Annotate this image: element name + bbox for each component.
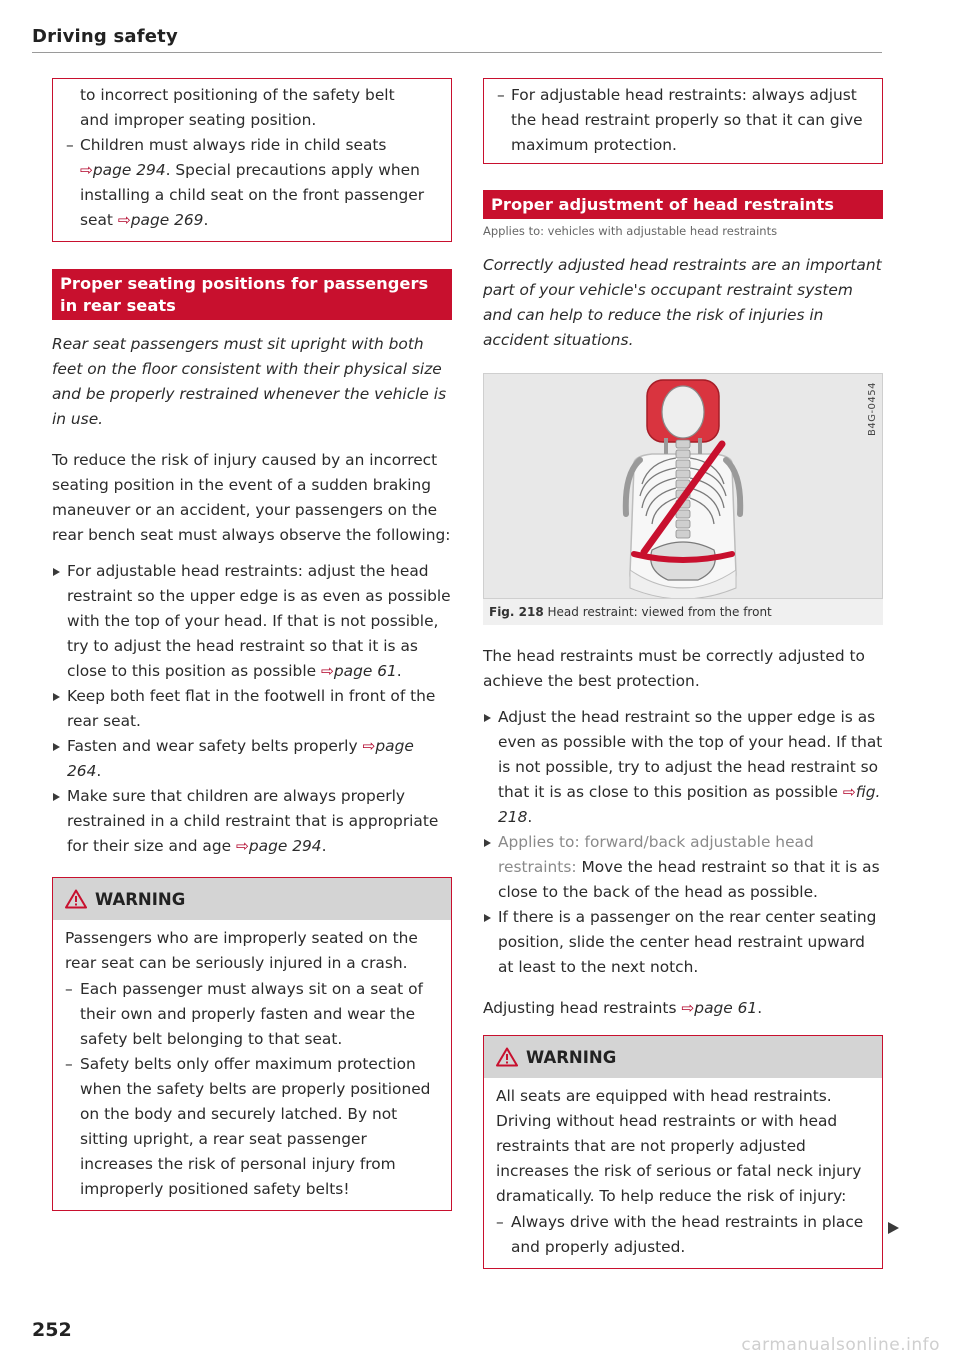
applies-to-note: Applies to: vehicles with adjustable head restraints (483, 224, 778, 238)
list-item: – Safety belts only offer maximum protection when the safety belts are properly positioned on the body and securely latched. By not sitting upright, a rear seat passenger increases the risk of personal injury from improperly positioned safety belts! (65, 1052, 439, 1202)
figure-caption (483, 599, 883, 625)
header-divider (32, 52, 882, 53)
page-header-title: Driving safety (32, 26, 178, 47)
figure-label: Fig. 218 (489, 605, 544, 619)
page-link[interactable]: page 294 (248, 837, 322, 855)
box-list (53, 133, 437, 233)
list-item: – For adjustable head restraints: always adjust the head restraint properly so that it can give maximum protection. (484, 83, 868, 158)
warning-header (484, 1036, 882, 1078)
warning-list (496, 1210, 870, 1260)
page-number: 252 (32, 1319, 72, 1341)
watermark: carmanualsonline.info (741, 1335, 940, 1355)
list-item: Adjust the head restraint so the upper edge is as even as possible with the top of your head. If that is not possible, try to adjust the head restraint so that it is as close to this position as possible ⇨fig. 218. (483, 705, 883, 830)
adjusting-reference: Adjusting head restraints ⇨page 61. (483, 999, 763, 1017)
warning-title: WARNING (95, 889, 186, 909)
warning-body (484, 1078, 882, 1268)
page-arrow-icon: ⇨ (320, 662, 334, 680)
page-arrow-icon: ⇨ (362, 737, 376, 755)
warning-text: All seats are equipped with head restraints. Driving without head restraints or with head restraints that are not properly adjusted increases the risk of serious or fatal neck injury dramatically. To help reduce the risk of injury: (496, 1087, 862, 1205)
figure-code: B4G-0454 (867, 382, 878, 437)
intro-text: Correctly adjusted head restraints are an important part of your vehicle's occupant restraint system and can help to reduce the risk of injuries in accident situations. (483, 256, 882, 349)
list-item: Make sure that children are always properly restrained in a child restraint that is appropriate for their size and age ⇨page 294. (52, 784, 452, 859)
body-paragraph: The head restraints must be correctly adjusted to achieve the best protection. (483, 647, 865, 690)
warning-triangle-icon (65, 889, 87, 909)
body-paragraph: To reduce the risk of injury caused by an incorrect seating position in the event of a sudden braking maneuver or an accident, your passengers on the rear bench seat must always observe the following: (52, 451, 451, 544)
list-item: For adjustable head restraints: adjust the head restraint so the upper edge is as even as possible with the top of your head. If that is not possible, try to adjust the head restraint so that it is as close to this position as possible ⇨page 61. (52, 559, 452, 684)
list-item: Applies to: forward/back adjustable head restraints: Move the head restraint so that it is as close to the back of the head as possible. (483, 830, 883, 905)
list-item: Fasten and wear safety belts properly ⇨page 264. (52, 734, 452, 784)
continued-box-left (52, 78, 452, 242)
page-arrow-icon: ⇨ (235, 837, 249, 855)
list-item: – Always drive with the head restraints in place and properly adjusted. (496, 1210, 870, 1260)
section-heading: Proper seating positions for passengers in rear seats (52, 269, 452, 320)
continued-box-right (483, 78, 883, 164)
page-link[interactable]: page 294 (92, 161, 166, 179)
warning-text: Passengers who are improperly seated on the rear seat can be seriously injured in a crash. (65, 929, 418, 972)
warning-list (65, 977, 439, 1202)
warning-box (483, 1035, 883, 1269)
page-arrow-icon: ⇨ (80, 161, 93, 179)
page-arrow-icon: ⇨ (117, 211, 131, 229)
figure (483, 373, 883, 625)
page-link[interactable]: page 61 (333, 662, 397, 680)
figure-link[interactable]: fig. 218 (498, 783, 881, 826)
page-link[interactable]: page 61 (694, 999, 758, 1017)
list-item: If there is a passenger on the rear center seating position, slide the center head restraint upward at least to the next notch. (483, 905, 883, 980)
list-item: – Each passenger must always sit on a seat of their own and properly fasten and wear the safety belt belonging to that seat. (65, 977, 439, 1052)
page-arrow-icon: ⇨ (842, 783, 856, 801)
warning-box (52, 877, 452, 1211)
figure-image (483, 373, 883, 599)
warning-triangle-icon (496, 1047, 518, 1067)
continue-arrow-icon (888, 1222, 899, 1234)
page-link[interactable]: page 269 (130, 211, 204, 229)
list-item: – Children must always ride in child seats ⇨page 294. Special precautions apply when installing a child seat on the front passenger seat ⇨page 269. (53, 133, 437, 233)
warning-header (53, 878, 451, 920)
box-list (484, 83, 868, 158)
warning-title: WARNING (526, 1047, 617, 1067)
warning-body (53, 920, 451, 1210)
page-arrow-icon: ⇨ (681, 999, 695, 1017)
section-heading: Proper adjustment of head restraints (483, 190, 883, 219)
bullet-list (483, 705, 883, 980)
bullet-list (52, 559, 452, 859)
box-text: to incorrect positioning of the safety belt and improper seating position. (80, 86, 395, 129)
page-link[interactable]: page 264 (67, 737, 414, 780)
list-item: Keep both feet flat in the footwell in front of the rear seat. (52, 684, 452, 734)
figure-caption-text: Head restraint: viewed from the front (547, 605, 772, 619)
left-column (52, 78, 452, 1211)
intro-text: Rear seat passengers must sit upright with both feet on the floor consistent with their physical size and be properly restrained whenever the vehicle is in use. (52, 335, 447, 428)
head-restraint-illustration (484, 374, 882, 598)
right-column (483, 78, 883, 1269)
